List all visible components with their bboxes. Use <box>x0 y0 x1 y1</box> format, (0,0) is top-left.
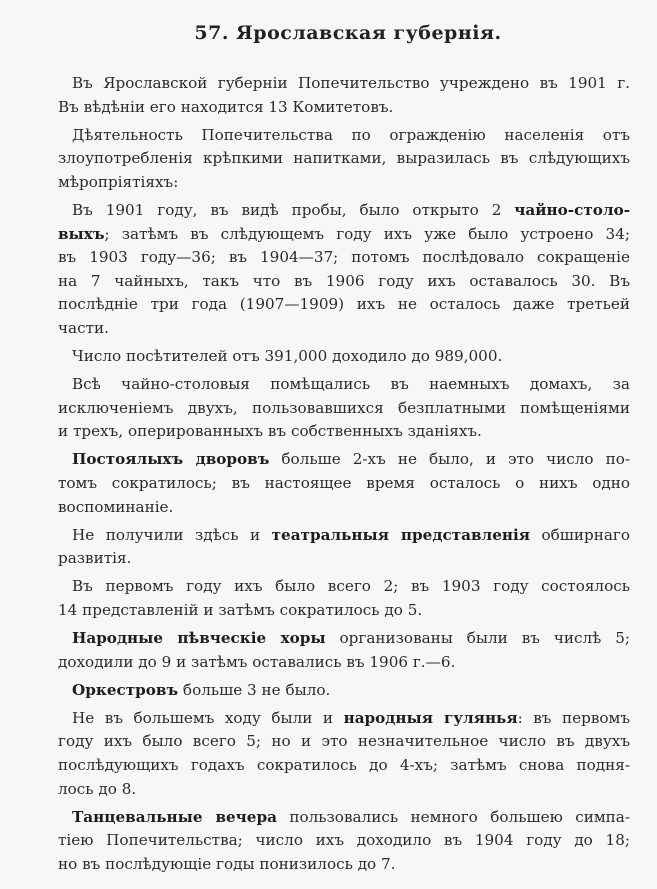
text-segment: воспоминаніе. <box>58 497 174 516</box>
text-segment: Не въ большемъ ходу были и <box>72 708 344 727</box>
section-title: 57. Ярославская губернія. <box>194 22 502 44</box>
text-line <box>58 448 630 472</box>
text-segment: обширнаго <box>529 525 630 544</box>
text-line <box>58 317 630 341</box>
text-line <box>58 124 630 148</box>
paragraph <box>58 124 630 195</box>
bold-term: народныя гулянья <box>343 708 518 727</box>
paragraph <box>58 806 630 877</box>
text-line <box>58 829 630 853</box>
text-line <box>58 397 630 421</box>
text-line <box>58 373 630 397</box>
text-line <box>58 651 630 675</box>
text-line <box>58 223 630 247</box>
text-segment: развитія. <box>58 549 132 568</box>
bold-term: выхъ <box>58 224 105 243</box>
text-line <box>58 778 630 802</box>
text-line <box>58 575 630 599</box>
text-segment: ; затѣмъ въ слѣдующемъ году ихъ уже было устроено 34; <box>104 224 630 243</box>
text-segment: пользовались немного большею симпа- <box>276 807 630 826</box>
text-segment: больше 3 не было. <box>178 680 331 699</box>
text-segment: Число посѣтителей отъ 391,000 доходило до 989,000. <box>72 347 503 366</box>
text-segment: Въ первомъ году ихъ было всего 2; въ 1903 году состоялось <box>72 577 630 596</box>
text-segment: больше 2-хъ не было, и это число по- <box>269 450 630 469</box>
text-line <box>58 627 630 651</box>
paragraph <box>58 448 630 519</box>
text-segment: Всѣ чайно-столовыя помѣщались въ наемныхъ домахъ, за <box>72 375 630 394</box>
text-line <box>58 96 630 120</box>
text-line <box>58 72 630 96</box>
text-line <box>58 171 630 195</box>
text-segment: тіею Попечительства; число ихъ доходило въ 1904 году до 18; <box>58 831 630 850</box>
text-segment: лось до 8. <box>58 779 137 798</box>
text-line <box>58 547 630 571</box>
document-page <box>58 22 630 881</box>
text-line <box>58 524 630 548</box>
text-segment: Дѣятельность Попечительства по огражденію населенія отъ <box>72 125 630 144</box>
text-line <box>58 754 630 778</box>
text-line <box>58 853 630 877</box>
text-line <box>58 420 630 444</box>
text-segment: доходили до 9 и затѣмъ оставались въ 1906 г.—6. <box>58 652 456 671</box>
text-segment: 14 представленій и затѣмъ сократилось до 5. <box>58 600 423 619</box>
text-segment: части. <box>58 318 109 337</box>
text-segment: и трехъ, оперированныхъ въ собственныхъ зданіяхъ. <box>58 422 482 441</box>
paragraph <box>58 575 630 622</box>
text-line <box>58 707 630 731</box>
text-segment: томъ сократилось; въ настоящее время осталось о нихъ одно <box>58 474 630 492</box>
text-line <box>58 345 630 369</box>
paragraph <box>58 524 630 571</box>
paragraph <box>58 679 630 703</box>
text-segment: послѣдующихъ годахъ сократилось до 4-хъ; затѣмъ снова подня- <box>58 756 630 775</box>
bold-term: Постоялыхъ дворовъ <box>72 450 270 469</box>
text-line <box>58 199 630 223</box>
text-line <box>58 679 630 703</box>
text-line <box>58 730 630 754</box>
text-segment: но въ послѣдующіе годы понизилось до 7. <box>58 854 396 873</box>
text-segment: Въ Ярославской губерніи Попечительство учреждено въ 1901 г. <box>72 74 630 92</box>
document-body <box>58 72 630 877</box>
text-segment: мѣропріятіяхъ: <box>58 172 179 191</box>
text-line <box>58 806 630 830</box>
text-segment: Не получили здѣсь и <box>72 525 272 544</box>
text-line <box>58 246 630 270</box>
bold-term: Народные пѣвческіе хоры <box>72 629 326 648</box>
paragraph <box>58 707 630 801</box>
text-segment: году ихъ было всего 5; но и это незначительное число въ двухъ <box>58 732 630 751</box>
text-segment: въ 1903 году—36; въ 1904—37; потомъ послѣдовало сокращеніе <box>58 248 630 267</box>
bold-term: театральныя представленія <box>271 525 530 544</box>
bold-term: Оркестровъ <box>72 680 179 699</box>
text-segment: Въ вѣдѣніи его находится 13 Комитетовъ. <box>58 97 394 116</box>
text-line <box>58 270 630 294</box>
text-segment: послѣдніе три года (1907—1909) ихъ не осталось даже третьей <box>58 295 630 314</box>
bold-term: чайно-столо- <box>514 200 630 219</box>
text-segment: на 7 чайныхъ, такъ что въ 1906 году ихъ оставалось 30. Въ <box>58 271 630 290</box>
text-segment: Въ 1901 году, въ видѣ пробы, было открыто 2 <box>72 200 515 219</box>
text-line <box>58 472 630 496</box>
text-segment: организованы были въ числѣ 5; <box>325 629 630 648</box>
text-line <box>58 599 630 623</box>
text-segment: злоупотребленія крѣпкими напитками, выразилась въ слѣдующихъ <box>58 149 630 168</box>
paragraph <box>58 345 630 369</box>
paragraph <box>58 72 630 119</box>
paragraph <box>58 627 630 674</box>
paragraph <box>58 199 630 341</box>
bold-term: Танцевальные вечера <box>72 807 277 826</box>
text-segment: : въ первомъ <box>517 708 630 727</box>
text-segment: исключеніемъ двухъ, пользовавшихся безплатными помѣщеніями <box>58 398 630 417</box>
paragraph <box>58 373 630 444</box>
text-line <box>58 147 630 171</box>
text-line <box>58 293 630 317</box>
text-line <box>58 496 630 520</box>
